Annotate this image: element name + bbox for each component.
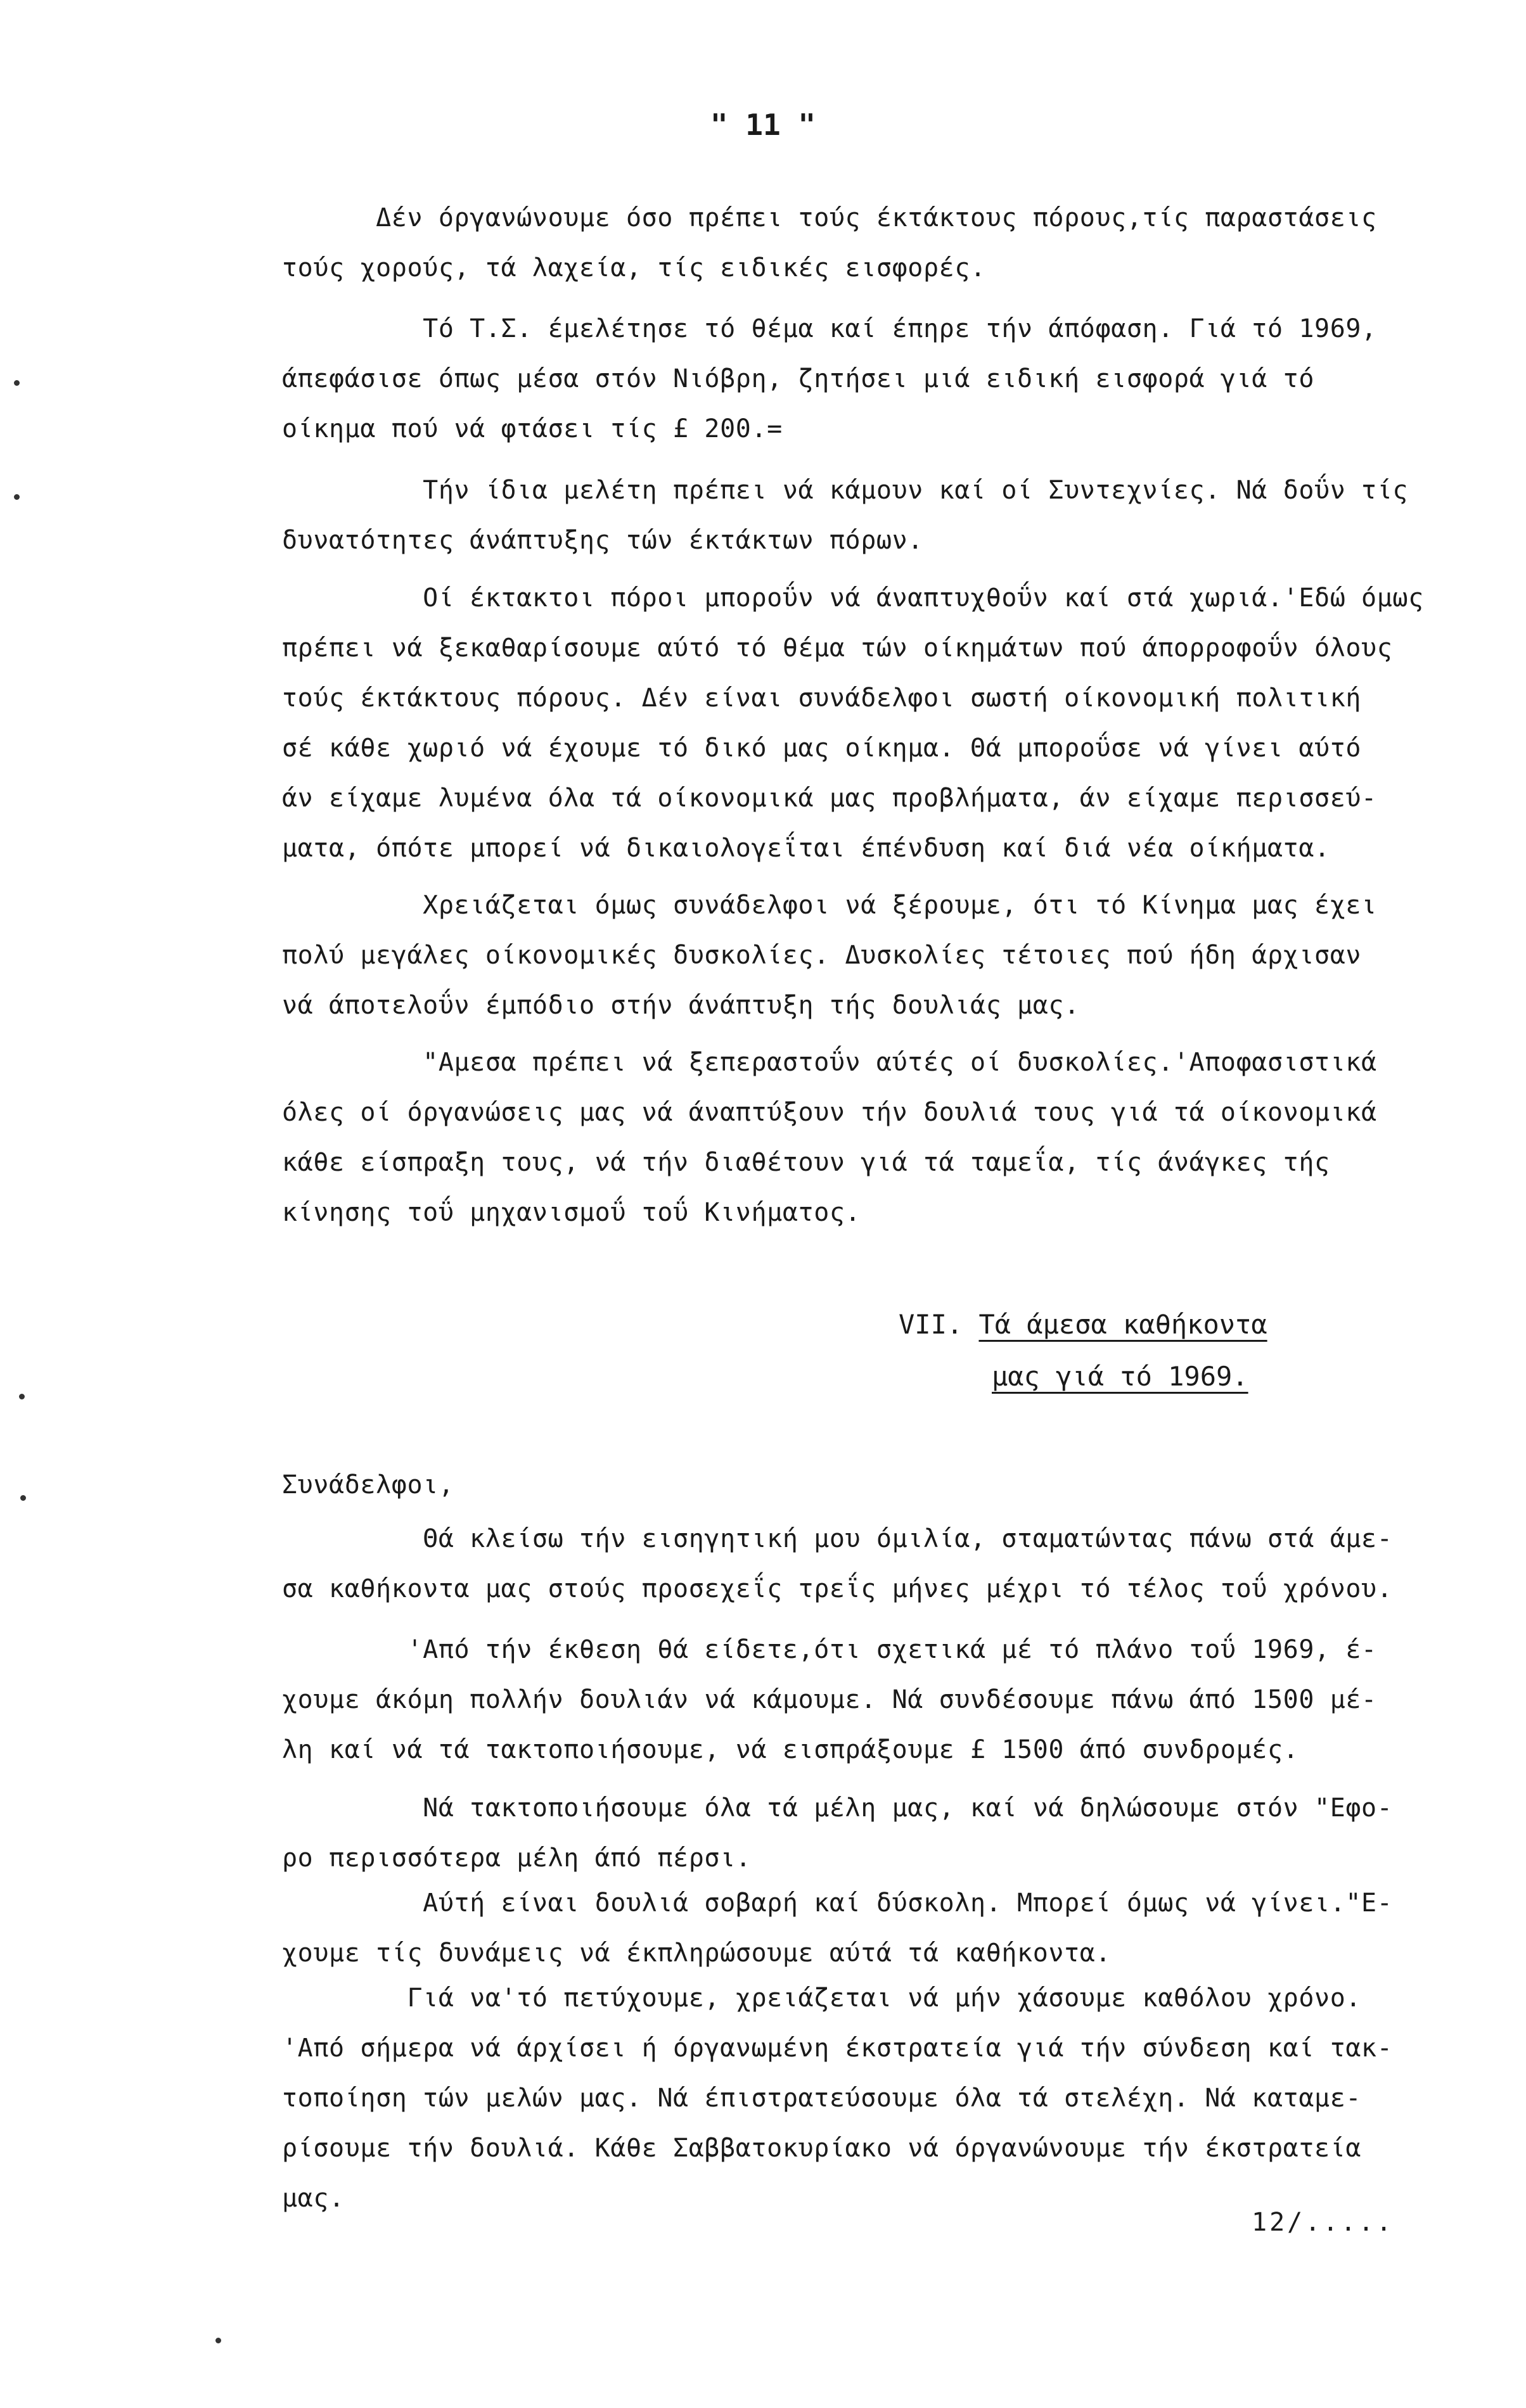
text-line: κίνησης τοΰ μηχανισμοΰ τοΰ Κινήματος. xyxy=(282,1198,861,1227)
paragraph xyxy=(282,304,1499,454)
page-number: " 11 " xyxy=(710,108,816,142)
text-line: δυνατότητες άνάπτυξης τών έκτάκτων πόρων. xyxy=(282,526,923,555)
scan-dot xyxy=(20,1495,26,1501)
text-line: όλες οί όργανώσεις μας νά άναπτύξουν τήν δουλιά τους γιά τά οίκονομικά xyxy=(282,1098,1377,1127)
text-line: ρο περισσότερα μέλη άπό πέρσι. xyxy=(282,1844,752,1873)
text-line: χουμε άκόμη πολλήν δουλιάν νά κάμουμε. Νά συνδέσουμε πάνω άπό 1500 μέ- xyxy=(282,1685,1377,1714)
text-line: χουμε τίς δυνάμεις νά έκπληρώσουμε αύτά τά καθήκοντα. xyxy=(282,1939,1112,1968)
text-line: άν είχαμε λυμένα όλα τά οίκονομικά μας προβλήματα, άν είχαμε περισσεύ- xyxy=(282,784,1377,813)
scan-dot xyxy=(14,380,20,386)
section-heading xyxy=(899,1299,1267,1403)
text-line: Χρειάζεται όμως συνάδελφοι νά ξέρουμε, ότι τό Κίνημα μας έχει xyxy=(282,891,1377,920)
text-line: τούς χορούς, τά λαχεία, τίς ειδικές εισφορές. xyxy=(282,253,986,283)
text-line: τοποίηση τών μελών μας. Νά έπιστρατεύσουμε όλα τά στελέχη. Νά καταμε- xyxy=(282,2084,1362,2113)
paragraph xyxy=(282,1625,1499,1775)
text-line: 'Από σήμερα νά άρχίσει ή όργανωμένη έκστρατεία γιά τήν σύνδεση καί τακ- xyxy=(282,2034,1393,2063)
text-line: ρίσουμε τήν δουλιά. Κάθε Σαββατοκυρίακο νά όργανώνουμε τήν έκστρατεία xyxy=(282,2134,1362,2163)
section-heading-line-2 xyxy=(992,1351,1267,1403)
text-line: Δέν όργανώνουμε όσο πρέπει τούς έκτάκτους πόρους,τίς παραστάσεις xyxy=(282,203,1377,233)
text-line: Οί έκτακτοι πόροι μποροΰν νά άναπτυχθοΰν καί στά χωριά.'Εδώ όμως xyxy=(282,583,1424,613)
text-line: οίκημα πού νά φτάσει τίς £ 200.= xyxy=(282,414,783,443)
section-title-line-2: μας γιά τό 1969. xyxy=(992,1361,1248,1392)
paragraph xyxy=(282,1038,1499,1238)
text-line: Συνάδελφοι, xyxy=(282,1470,454,1500)
section-heading-line-1 xyxy=(899,1299,1267,1351)
scan-dot xyxy=(215,2338,221,2343)
text-line: πρέπει νά ξεκαθαρίσουμε αύτό τό θέμα τών οίκημάτων πού άπορροφοΰν όλους xyxy=(282,634,1393,663)
text-line: μας. xyxy=(282,2184,345,2213)
text-line: σέ κάθε χωριό νά έχουμε τό δικό μας οίκημα. Θά μποροΰσε νά γίνει αύτό xyxy=(282,734,1362,763)
text-line: σα καθήκοντα μας στούς προσεχεΐς τρεΐς μήνες μέχρι τό τέλος τοΰ χρόνου. xyxy=(282,1574,1393,1603)
text-line: Νά τακτοποιήσουμε όλα τά μέλη μας, καί νά δηλώσουμε στόν "Εφο- xyxy=(282,1793,1393,1823)
continuation-marker: 12/..... xyxy=(1252,2208,1394,2237)
text-line: τούς έκτάκτους πόρους. Δέν είναι συνάδελφοι σωστή οίκονομική πολιτική xyxy=(282,684,1362,713)
paragraph xyxy=(282,1514,1499,1614)
paragraph xyxy=(282,466,1499,566)
paragraph xyxy=(282,573,1499,874)
text-line: Τό Τ.Σ. έμελέτησε τό θέμα καί έπηρε τήν άπόφαση. Γιά τό 1969, xyxy=(282,314,1377,343)
section-number: VII. xyxy=(899,1309,963,1340)
text-line: Γιά να'τό πετύχουμε, χρειάζεται νά μήν χάσουμε καθόλου χρόνο. xyxy=(282,1984,1362,2013)
text-line: 'Από τήν έκθεση θά είδετε,ότι σχετικά μέ τό πλάνο τοΰ 1969, έ- xyxy=(282,1635,1377,1664)
text-line: Αύτή είναι δουλιά σοβαρή καί δύσκολη. Μπορεί όμως νά γίνει."Ε- xyxy=(282,1889,1393,1918)
text-line: νά άποτελοΰν έμπόδιο στήν άνάπτυξη τής δουλιάς μας. xyxy=(282,991,1080,1020)
paragraph xyxy=(282,1460,1499,1510)
text-line: Τήν ίδια μελέτη πρέπει νά κάμουν καί οί Συντεχνίες. Νά δοΰν τίς xyxy=(282,476,1409,505)
scan-dot xyxy=(19,1394,25,1399)
text-line: κάθε είσπραξη τους, νά τήν διαθέτουν γιά τά ταμεΐα, τίς άνάγκες τής xyxy=(282,1148,1330,1177)
paragraph xyxy=(282,193,1499,293)
paragraph xyxy=(282,881,1499,1031)
text-line: πολύ μεγάλες οίκονομικές δυσκολίες. Δυσκολίες τέτοιες πού ήδη άρχισαν xyxy=(282,941,1362,970)
text-line: λη καί νά τά τακτοποιήσουμε, νά εισπράξουμε £ 1500 άπό συνδρομές. xyxy=(282,1735,1299,1764)
text-line: Θά κλείσω τήν εισηγητική μου όμιλία, σταματώντας πάνω στά άμε- xyxy=(282,1524,1393,1553)
section-title-line-1: Τά άμεσα καθήκοντα xyxy=(978,1309,1267,1340)
paragraph xyxy=(282,1783,1499,1883)
scan-dot xyxy=(14,494,20,500)
paragraph xyxy=(282,1973,1499,2224)
text-line: άπεφάσισε όπως μέσα στόν Νιόβρη, ζητήσει μιά ειδική εισφορά γιά τό xyxy=(282,364,1315,393)
text-line: "Αμεσα πρέπει νά ξεπεραστοΰν αύτές οί δυσκολίες.'Αποφασιστικά xyxy=(282,1048,1377,1077)
paragraph xyxy=(282,1878,1499,1978)
text-line: ματα, όπότε μπορεί νά δικαιολογεΐται έπένδυση καί διά νέα οίκήματα. xyxy=(282,834,1330,863)
